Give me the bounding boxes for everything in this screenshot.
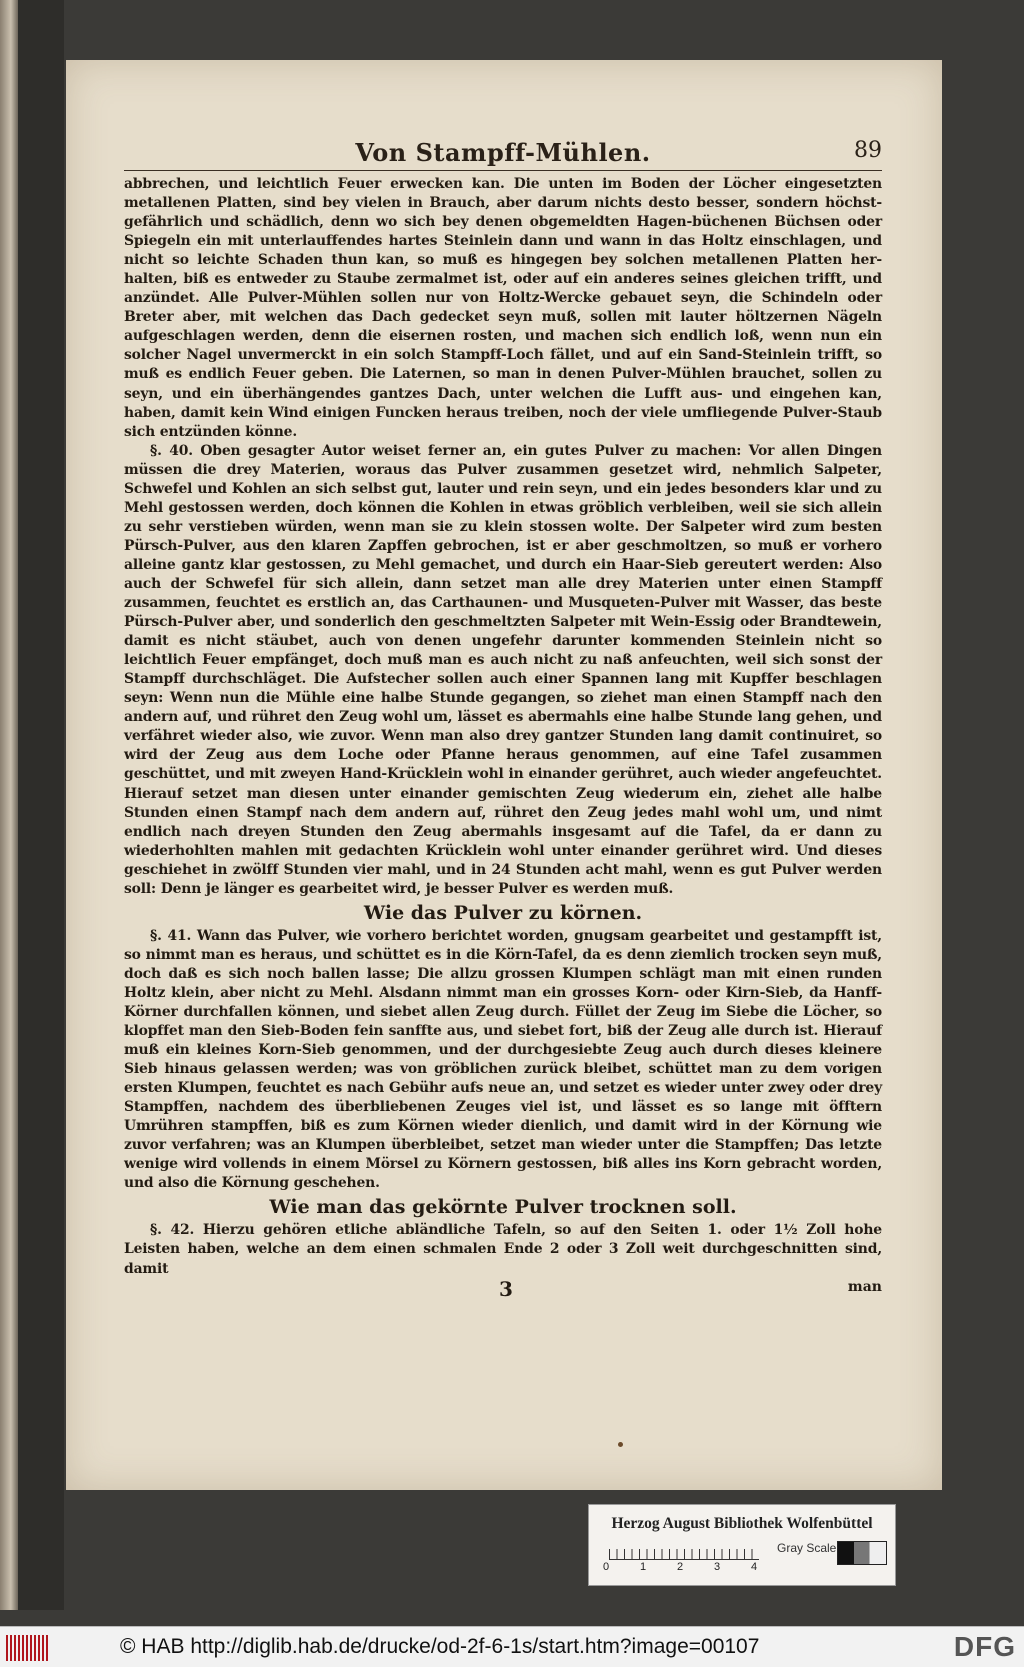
- section-heading: Wie das Pulver zu körnen.: [363, 901, 643, 924]
- footer-bar: [0, 1626, 1024, 1667]
- running-title: Von Stampff-Mühlen.: [355, 138, 651, 167]
- paragraph: §. 41. Wann das Pulver, wie vorhero berichtet worden, gnugsam gearbeitet und gestampfft ist, so nimmt man es heraus, und schüttet es in die Körn-Tafel, da es denn ziemlich trocken seyn muß, doch daß es sich noch ballen lasse; Die allzu grossen Klumpen schlägt man mit einen runden Holtz klein, aber nicht zu Mehl. Alsdann nimmt man ein grosses Korn- oder Kirn-Sieb, da Hanff-Körner durchfallen können, und siebet allen Zeug durch. Füllet der Zeug im Siebe die Löcher, so klopffet man den Sieb-Boden fein sanffte aus, und siebet fort, biß der Zeug alle durch ist. Hierauf muß ein kleines Korn-Sieb genommen, und der durchgesiebte Zeug auch durch dieses kleinere Sieb hinaus gelassen werden; was von gröblichen zurück bleibet, schüttet man zu dem vorigen ersten Klumpen, feuchtet es nach Gebühr aufs neue an, und setzet es wieder unter zwey oder drey Stampffen, nachdem des überbliebenen Zeuges viel ist, und lässet es so lange mit öfftern Umrühren stampffen, biß es zum Körnen wieder dienlich, und damit wird in der Körnung wie zuvor verfahren; was an Klumpen überbleibet, setzet man wieder unter die Stampffen; Das letzte wenige wird vollends in einem Mörsel zu Körnern gestossen, biß alles ins Korn gebracht worden, und also die Körnung geschehen.: [124, 927, 882, 1192]
- left-page-edge: [0, 0, 18, 1610]
- running-head: [124, 136, 882, 171]
- ruler-numbers: [603, 1561, 773, 1577]
- ruler-number: 2: [677, 1561, 684, 1573]
- page-number: 89: [854, 138, 882, 163]
- paragraph: §. 42. Hierzu gehören etliche abländliche Tafeln, so auf den Seiten 1. oder 1½ Zoll hohe Leisten haben, welche an dem einen schmalen Ende 2 oder 3 Zoll weit durchgeschnitten sind, damit: [124, 1222, 882, 1277]
- hab-barcode-icon: [6, 1635, 48, 1661]
- ruler-number: 1: [640, 1561, 647, 1573]
- footer-url[interactable]: © HAB http://diglib.hab.de/drucke/od-2f-6-1s/start.htm?image=00107: [120, 1635, 760, 1658]
- ruler-number: 4: [751, 1561, 758, 1573]
- measurement-ruler: [609, 1541, 759, 1560]
- grayscale-swatch: [837, 1541, 887, 1565]
- dfg-logo: DFG: [953, 1631, 1016, 1662]
- paragraph: §. 40. Oben gesagter Autor weiset ferner an, ein gutes Pulver zu machen: Vor allen Dingen müssen die drey Materien, woraus das Pulver zusammen gesetzet wird, nehmlich Salpeter, Schwefel und Kohlen an sich selbst gut, lauter und rein seyn, und ein jedes besonders klar und zu Mehl gestossen werden, doch können die Kohlen in etwas gröblich verbleiben, weil sie sich allein zu sehr verstieben würden, wenn man sie zu klein stossen wolte. Der Salpeter wird zum besten Pürsch-Pulver, aus den klaren Zapffen gebrochen, ist er aber geschmoltzen, so muß er vorhero alleine gantz klar gestossen, zu Mehl gemachet, und durch ein Haar-Sieb gereutert werden: Also auch der Schwefel für sich allein, dann setzet man alle drey Materien unter einen Stampff zusammen, feuchtet es erstlich an, das Carthaunen- und Musqueten-Pulver mit Wasser, das beste Pürsch-Pulver aber, und sonderlich den geschmeltzten Salpeter mit Wein-Essig oder Brandtewein, damit es nicht stäubet, auch von denen ungefehr darunter kommenden Steinlein nicht so leichtlich Feuer empfänget, doch muß man es auch nicht zu naß anfeuchten, weil sich sonst der Stampff durchschläget. Die Aufstecher sollen auch einer Spannen lang mit Kupffer beschlagen seyn: Wenn nun die Mühle eine halbe Stunde gegangen, so ziehet man einen Stampff nach den andern auf, und rühret den Zeug wohl um, lässet es abermahls eine halbe Stunde lang gehen, und verfähret wieder also, wie zuvor. Wenn man also drey gantzer Stunden lang damit continuiret, so wird der Zeug aus dem Loche oder Pfanne heraus genommen, auf eine Tafel zusammen geschüttet, und mit zweyen Hand-Krücklein wohl in einander gerühret, auch wieder angefeuchtet. Hierauf setzet man diesen unter einander gemischten Zeug wiederum ein, ziehet alle halbe Stunden einen Stampf nach dem andern auf, rühret den Zeug jedes mahl wohl um, und nimt endlich nach dreyen Stunden den Zeug abermahls insgesamt auf die Tafel, da er dann zu wiederhohlten mahlen mit gedachten Krücklein wohl unter einander gerühret wird. Und dieses geschiehet in zwölff Stunden vier mahl, und in 24 Stunden acht mahl, wenn es gut Pulver werden soll: Denn je länger es gearbeitet wird, je besser Pulver es werden muß.: [124, 442, 882, 897]
- catchword-line: [124, 1276, 882, 1305]
- left-page-gutter: [18, 0, 64, 1610]
- paper-stain: [618, 1442, 623, 1447]
- section-heading: Wie man das gekörnte Pulver trocknen soll.: [269, 1196, 737, 1219]
- grayscale-label: Gray Scale: [777, 1541, 837, 1555]
- library-name: Herzog August Bibliothek Wolfenbüttel: [611, 1515, 873, 1532]
- ruler-number: 3: [714, 1561, 721, 1573]
- paragraph: abbrechen, und leichtlich Feuer erwecken kan. Die unten im Boden der Löcher eingesetzten metallenen Platten, sind bey vielen in Brauch, aber darum nichts desto besser, sondern höchst-gefährlich und schädlich, denn wo sich bey denen obgemeldten Hagen-büchenen Büchsen oder Spiegeln ein mit unterlauffendes hartes Steinlein dann und wann in das Holtz einschlagen, und nicht so leichte Schaden thun kan, so muß es hingegen bey solchen metallenen Platten her-halten, biß es entweder zu Staube zermalmet ist, oder auf ein anderes seines gleichen trifft, und anzündet. Alle Pulver-Mühlen sollen nur von Holtz-Wercke gebauet seyn, die Schindeln oder Breter aber, mit welchen das Dach gedecket seyn muß, sollen mit lauter höltzernen Nägeln aufgeschlagen werden, denn die eisernen rosten, und machen sich endlich loß, wenn nun ein solcher Nagel unvermerckt in ein solch Stampff-Loch fället, und auf ein Sand-Steinlein trifft, so muß es endlich Feuer geben. Die Laternen, so man in denen Pulver-Mühlen brauchet, sollen zu seyn, und ein überhängendes gantzes Dach, unter welchen die Lufft aus- und eingehen kan, haben, damit kein Wind einigen Funcken heraus treiben, noch der viele umfliegende Pulver-Staub sich entzünden könne.: [124, 176, 882, 440]
- book-page: [66, 60, 942, 1490]
- library-color-label: [588, 1504, 896, 1586]
- ruler-number: 0: [603, 1561, 610, 1573]
- catchword: man: [847, 1278, 882, 1295]
- signature-mark: 3: [499, 1276, 513, 1301]
- page-text-block: [124, 136, 882, 1305]
